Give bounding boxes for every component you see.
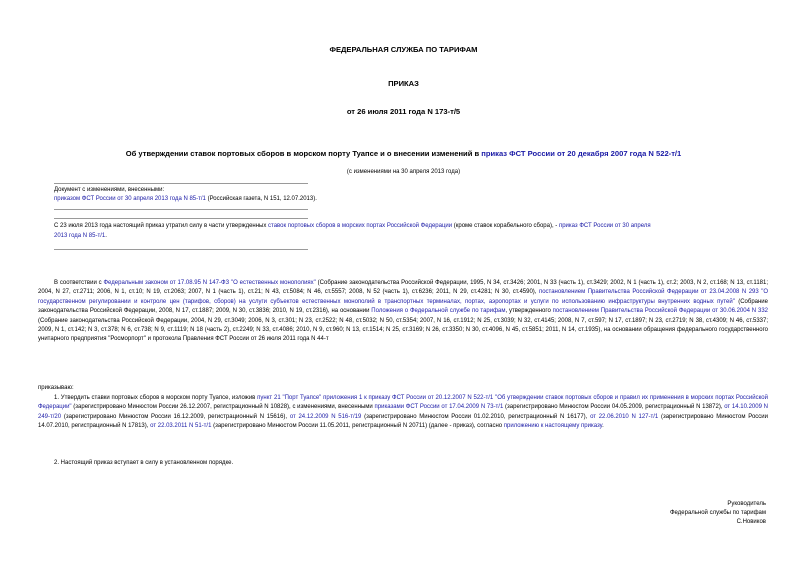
preamble-paragraph: [38, 279, 768, 345]
item1-text-2: (зарегистрировано Минюстом России 26.12.2007, регистрационный N 10828), с изменениями, внесенными: [71, 404, 375, 411]
preamble-text-3: (Собрание законодательства Российской Федерации, 2008, N 17, ст.1887; 2009, N 30, ст.3836; 2010, N 19, ст.2316), на основании: [38, 298, 768, 315]
link-order-249[interactable]: от 14.10.2009 N 249-т/20: [38, 404, 768, 420]
preamble-text-2: (Собрание законодательства Российской Федерации, 1995, N 34, ст.3426; 2001, N 33 (часть 1), ст.3429; 2002, N 1 (часть 1), ст.2; 2003, N 2, ст.168; N 13, ст.1181; 2004, N 27, ст.2711; 2006, N 1, ст.10; N 19, ст.2063; 2007, N 1 (часть 1), ст.21; N 43, ст.5084; N 46, ст.5557; 2008, N 52 (часть 1), ст.6236; 2011, N 29, ст.4281; N 30, ст.4590),: [38, 280, 768, 296]
preamble-text-5: (Собрание законодательства Российской Федерации, 2004, N 29, ст.3049; 2006, N 3, ст.301; N 23, ст.2522; N 48, ст.5032; N 50, ст.5354; 2007, N 16, ст.1912; N 25, ст.3039; N 32, ст.4145; 2008, N 7, ст.597; N 17, ст.1897; N 23, ст.2719; N 38, ст.4309; N 46, ст.5337; 2009, N 1, ст.142; N 3, ст.378; N 6, ст.738; N 9, ст.1119; N 18 (часть 2), ст.2249; N 33, ст.4086; 2010, N 9, ст.960; N 13, ст.1514; N 25, ст.3169; N 26, ст.3350; N 30, ст.4096, N 45, ст.5851; 2011, N 14, ст.1935), на основании обращения федерального государственного унитарного предприятия "Росморпорт" и протокола Правления ФСТ России от 26 июля 2011 года N 44-т: [38, 317, 769, 343]
link-appendix[interactable]: приложению к настоящему приказу: [503, 423, 603, 430]
item1-text-1: 1. Утвердить ставки портовых сборов в морском порту Туапсе, изложив: [54, 395, 258, 401]
divider-before-validity: [54, 218, 308, 219]
validity-link-order-85-cont[interactable]: 2013 года N 85-т/1: [54, 232, 106, 239]
link-resolution-332[interactable]: постановлением Правительства Российской Федерации от 30.06.2004 N 332: [552, 308, 768, 315]
edition-note: (с изменениями на 30 апреля 2013 года): [346, 169, 461, 175]
validity-link-order-85[interactable]: приказ ФСТ России от 30 апреля: [558, 223, 651, 229]
link-order-127[interactable]: от 22.06.2010 N 127-т/1: [590, 413, 659, 420]
title-link-order-522[interactable]: приказ ФСТ России от 20 декабря 2007 года N 522-т/1: [481, 149, 682, 158]
link-fst-regulation[interactable]: Положения о Федеральной службе по тарифам: [371, 308, 506, 315]
amendments-note: [54, 186, 317, 203]
link-order-516[interactable]: от 24.12.2009 N 516-т/19: [289, 413, 362, 420]
title-text: Об утверждении ставок портовых сборов в морском порту Туапсе и о внесении изменений в: [125, 149, 482, 158]
link-resolution-293[interactable]: постановлением Правительства Российской Федерации от 23.04.2008 N 293 "О государственном регулировании и контроле цен (тарифов, сборов) на услуги субъектов естественных монополий в транспортных терминалах, портах, аэропортах и услуги по использованию инфраструктуры внутренних водных путей": [38, 289, 768, 305]
order-item-1: [38, 394, 768, 432]
doc-date-number: от 26 июля 2011 года N 173-т/5: [346, 107, 461, 116]
link-order-51[interactable]: от 22.03.2011 N 51-т/1: [150, 423, 212, 430]
link-order-73[interactable]: приказами ФСТ России от 17.04.2009 N 73-т/1: [374, 404, 504, 411]
link-federal-law-147[interactable]: Федеральным законом от 17.08.95 N 147-ФЗ "О естественных монополиях": [103, 280, 316, 286]
preamble-text-1: В соответствии с: [54, 280, 104, 286]
signature-block: [506, 500, 766, 528]
amendments-source: (Российская газета, N 151, 12.07.2013).: [205, 195, 317, 202]
signatory-name: С.Новиков: [736, 519, 766, 526]
link-item-21-tuapse[interactable]: пункт 21 "Порт Туапсе" приложения 1 к приказу ФСТ России от 20.12.2007 N 522-т/1 "Об утверждении ставок портовых сборов и правил их применения в морских портах Российской Федерации": [38, 395, 768, 411]
validity-link-port-fees[interactable]: ставок портовых сборов в морских портах Российской Федерации: [268, 223, 453, 229]
validity-text-2: (кроме ставок корабельного сбора), -: [452, 223, 559, 229]
divider-top: [54, 183, 308, 184]
validity-note: [54, 222, 770, 241]
signatory-position-1: Руководитель: [727, 501, 766, 507]
item1-text-4: (зарегистрировано Минюстом России 16.12.2009, регистрационный N 15616),: [61, 413, 290, 420]
divider-after-amendments: [54, 209, 308, 210]
validity-text-1: С 23 июля 2013 года настоящий приказ утратил силу в части утвержденных: [54, 223, 269, 229]
document-title: [0, 149, 807, 159]
amendments-note-line2: [54, 195, 317, 204]
amendments-link-order-85[interactable]: приказом ФСТ России от 30 апреля 2013 года N 85-т/1: [54, 195, 206, 202]
preamble-text-4: , утвержденного: [505, 308, 553, 315]
item1-text-3: (зарегистрировано Минюстом России 04.05.2009, регистрационный N 13872),: [503, 404, 725, 411]
divider-after-validity: [54, 249, 308, 250]
amendments-note-line1: Документ с изменениями, внесенными:: [54, 187, 165, 193]
agency-heading: ФЕДЕРАЛЬНАЯ СЛУЖБА ПО ТАРИФАМ: [329, 45, 478, 54]
item1-text-7: (зарегистрировано Минюстом России 11.05.2011, регистрационный N 20711) (далее - приказ), согласно: [211, 423, 504, 430]
signatory-position-2: Федеральной службы по тарифам: [670, 510, 766, 517]
doc-type-heading: ПРИКАЗ: [388, 79, 419, 88]
item1-text-6: (зарегистрировано Минюстом России 14.07.2010, регистрационный N 17813),: [38, 413, 768, 430]
validity-text-3: .: [105, 232, 107, 239]
item1-text-8: .: [602, 423, 604, 430]
item1-text-5: (зарегистрировано Минюстом России 01.02.2010, регистрационный N 16177),: [361, 413, 591, 420]
order-item-2: 2. Настоящий приказ вступает в силу в установленном порядке.: [54, 460, 234, 466]
order-word: приказываю:: [38, 385, 74, 391]
